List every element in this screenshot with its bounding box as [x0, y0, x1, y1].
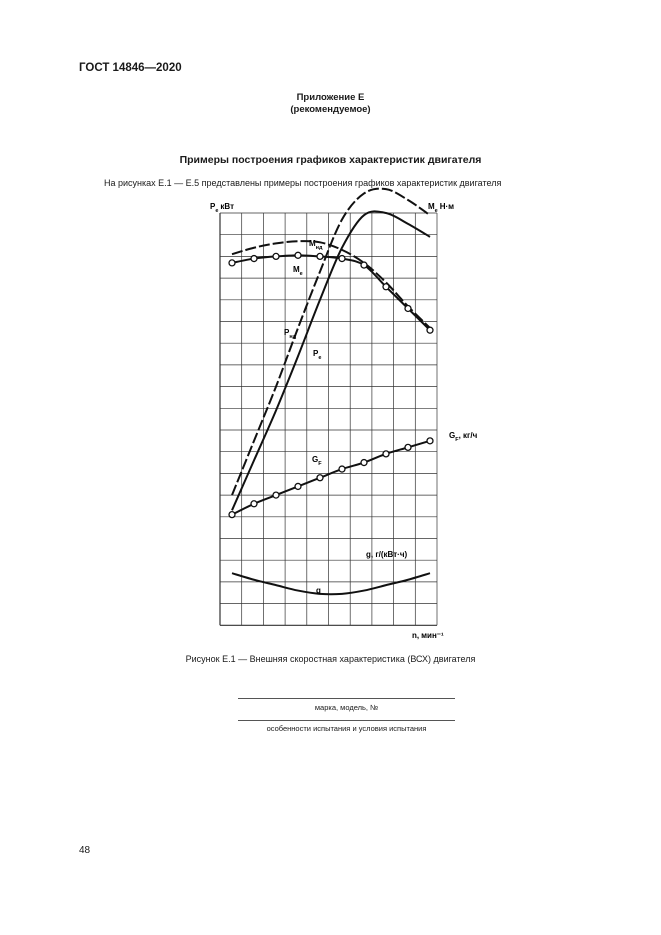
label-p-nd: $P_{нд}$ — [284, 328, 297, 340]
chart-labels — [210, 202, 478, 640]
form-line-2 — [238, 720, 455, 721]
point-m-е — [339, 256, 345, 262]
chart-grid — [220, 213, 437, 625]
label-m-e: $M_е$ — [293, 265, 303, 277]
label-g-unit: g, г/(кВт·ч) — [366, 550, 408, 559]
vsh-chart — [200, 195, 478, 645]
y-right-axis-label: $M_е$ Н·м — [428, 202, 455, 214]
form-label-1: марка, модель, № — [314, 703, 379, 712]
label-g: g — [316, 586, 321, 595]
point-m-е — [273, 253, 279, 259]
appendix-heading — [0, 92, 661, 116]
document-code: ГОСТ 14846—2020 — [79, 62, 182, 74]
point-g-f — [273, 492, 279, 498]
point-g-f — [427, 438, 433, 444]
x-axis-label: n, мин⁻¹ — [412, 631, 444, 640]
point-g-f — [339, 466, 345, 472]
chart-curves — [229, 189, 433, 595]
curve-m-нд — [232, 241, 430, 328]
label-gf-unit: $G_F$, кг/ч — [449, 431, 478, 443]
form-label-2: особенности испытания и условия испытания — [266, 724, 427, 733]
label-m-nd: $M_{нд}$ — [309, 239, 323, 251]
curve-m-е — [232, 255, 430, 330]
point-m-е — [383, 284, 389, 290]
appendix-subtitle: (рекомендуемое) — [290, 104, 371, 115]
point-g-f — [361, 460, 367, 466]
point-g-f — [251, 501, 257, 507]
appendix-title: Приложение Е — [296, 92, 365, 103]
intro-paragraph: На рисунках Е.1 — Е.5 представлены примеры построения графиков характеристик двигателя — [104, 178, 502, 188]
point-m-е — [405, 305, 411, 311]
page-number: 48 — [79, 845, 91, 856]
point-m-е — [361, 262, 367, 268]
y-left-axis-label: $P_е$ кВт — [210, 202, 234, 214]
point-m-е — [317, 253, 323, 259]
figure-caption: Рисунок Е.1 — Внешняя скоростная характеристика (ВСХ) двигателя — [185, 654, 476, 664]
section-title: Примеры построения графиков характеристик двигателя — [179, 154, 482, 166]
point-g-f — [405, 444, 411, 450]
point-g-f — [295, 483, 301, 489]
point-m-е — [427, 327, 433, 333]
label-gf: $G_F$ — [312, 455, 322, 467]
point-g-f — [229, 512, 235, 518]
point-g-f — [383, 451, 389, 457]
point-m-е — [295, 252, 301, 258]
point-g-f — [317, 475, 323, 481]
label-p-e: $P_е$ — [313, 349, 322, 361]
curve-g — [232, 573, 430, 594]
point-m-е — [251, 256, 257, 262]
point-m-е — [229, 260, 235, 266]
form-line-1 — [238, 698, 455, 699]
